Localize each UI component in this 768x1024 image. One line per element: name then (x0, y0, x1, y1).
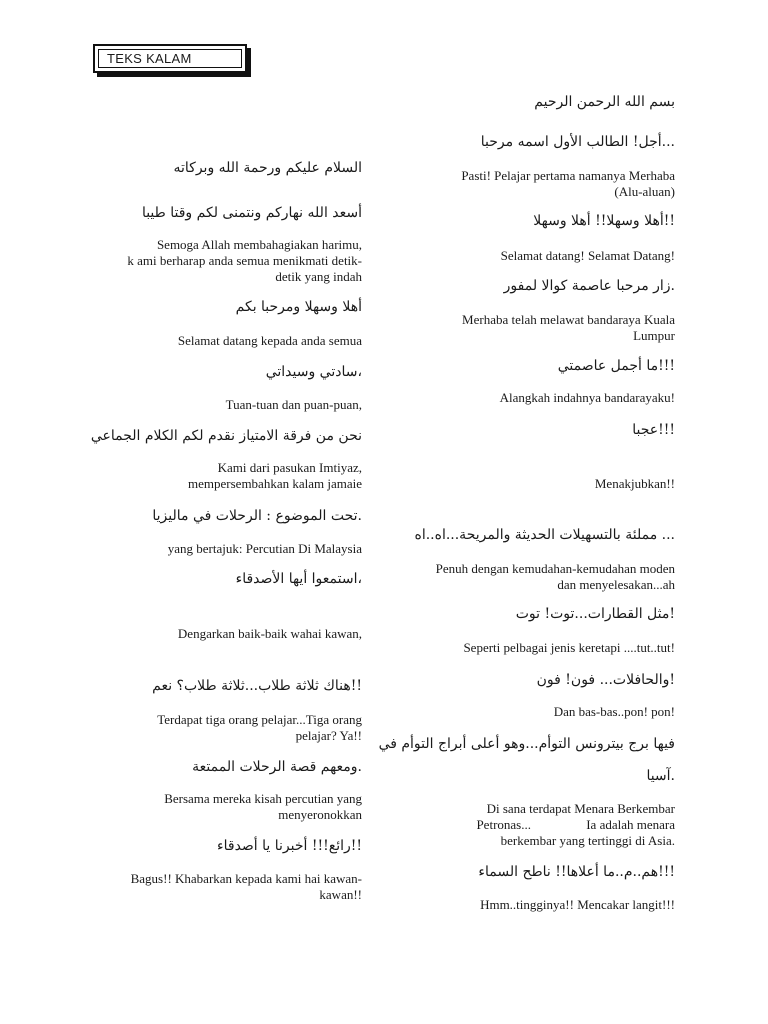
right-ar-6: ... مملئة بالتسهيلات الحديثة والمريحة...اه..اه (414, 527, 675, 543)
right-ms-9c: berkembar yang tertinggi di Asia. (500, 833, 675, 848)
right-ar-0: بسم الله الرحمن الرحيم (534, 94, 675, 110)
right-ms-5: Menakjubkan!! (594, 476, 675, 491)
right-ms-9b: Petronas... Ia adalah menara (476, 817, 675, 832)
left-ar-8: .ومعهم قصة الرحلات الممتعة (192, 759, 362, 775)
left-ms-9a: Bagus!! Khabarkan kepada kami hai kawan- (130, 871, 362, 886)
right-ar-3: .زار مرحبا عاصمة كوالا لمفور (503, 278, 675, 294)
right-ms-9a: Di sana terdapat Menara Berkembar (486, 801, 675, 816)
right-ms-3b: Lumpur (633, 328, 675, 343)
title-box (93, 44, 247, 73)
right-ms-4: Alangkah indahnya bandarayaku! (499, 390, 675, 405)
right-ar-5: !!!عجبا (632, 422, 675, 438)
right-ms-8: Dan bas-bas..pon! pon! (553, 704, 675, 719)
left-ar-9: !!رائع!!! أخبرنا يا أصدقاء (217, 838, 362, 854)
left-ms-4b: mempersembahkan kalam jamaie (188, 476, 362, 491)
left-ar-0: السلام عليكم ورحمة الله وبركاته (173, 160, 362, 176)
right-ms-7: Seperti pelbagai jenis keretapi ....tut..tut! (463, 640, 675, 655)
left-ms-8b: menyeronokkan (278, 807, 362, 822)
left-ms-9b: kawan!! (319, 887, 362, 902)
left-ms-1c: detik yang indah (275, 269, 362, 284)
page-title: TEKS KALAM (98, 49, 242, 68)
left-ms-8a: Bersama mereka kisah percutian yang (164, 791, 362, 806)
left-ar-1: أسعد الله نهاركم ونتمنى لكم وقتا طيبا (141, 205, 362, 221)
right-ms-1b: (Alu-aluan) (614, 184, 675, 199)
right-ar-9b: .آسيا (646, 768, 675, 784)
left-ms-3: Tuan-tuan dan puan-puan, (225, 397, 362, 412)
left-ms-7b: pelajar? Ya!! (295, 728, 362, 743)
right-ms-6a: Penuh dengan kemudahan-kemudahan moden (435, 561, 675, 576)
left-ms-7a: Terdapat tiga orang pelajar...Tiga orang (157, 712, 362, 727)
right-ar-10: !!!هم..م..ما أعلاها!! ناطح السماء (478, 864, 675, 880)
right-ms-2: Selamat datang! Selamat Datang! (500, 248, 675, 263)
right-ms-1a: Pasti! Pelajar pertama namanya Merhaba (461, 168, 675, 183)
left-ar-2: أهلا وسهلا ومرحبا بكم (235, 299, 362, 315)
left-ms-6: Dengarkan baik-baik wahai kawan, (177, 626, 362, 641)
right-ar-8: !والحافلات... فون! فون (536, 672, 675, 688)
left-ar-4: نحن من فرقة الامتياز نقدم لكم الكلام الجماعي (90, 428, 362, 444)
left-ms-1a: Semoga Allah membahagiakan harimu, (156, 237, 362, 252)
left-ms-5: yang bertajuk: Percutian Di Malaysia (167, 541, 362, 556)
right-ar-7: !مثل القطارات...توت! توت (515, 606, 675, 622)
left-ms-2: Selamat datang kepada anda semua (177, 333, 362, 348)
right-ar-2: !!أهلا وسهلا!! أهلا وسهلا (533, 213, 675, 229)
right-ms-6b: dan menyelesakan...ah (557, 577, 675, 592)
right-ar-4: !!!ما أجمل عاصمتي (557, 358, 675, 374)
left-ar-6: ،استمعوا أيها الأصدقاء (235, 571, 362, 587)
left-ms-4a: Kami dari pasukan Imtiyaz, (217, 460, 362, 475)
right-ms-10: Hmm..tingginya!! Mencakar langit!!! (480, 897, 675, 912)
right-ms-3a: Merhaba telah melawat bandaraya Kuala (462, 312, 675, 327)
left-ms-1b: k ami berharap anda semua menikmati detik- (127, 253, 362, 268)
right-ar-9: فيها برج بيترونس التوأم...وهو أعلى أبراج التوأم في (378, 736, 675, 752)
left-ar-3: ،سادتي وسيداتي (265, 364, 362, 380)
right-ar-1: ...أجل! الطالب الأول اسمه مرحبا (480, 134, 675, 150)
left-ar-7: !!هناك ثلاثة طلاب...ثلاثة طلاب؟ نعم (152, 678, 362, 694)
left-ar-5: .تحت الموضوع : الرحلات في ماليزيا (152, 508, 362, 524)
